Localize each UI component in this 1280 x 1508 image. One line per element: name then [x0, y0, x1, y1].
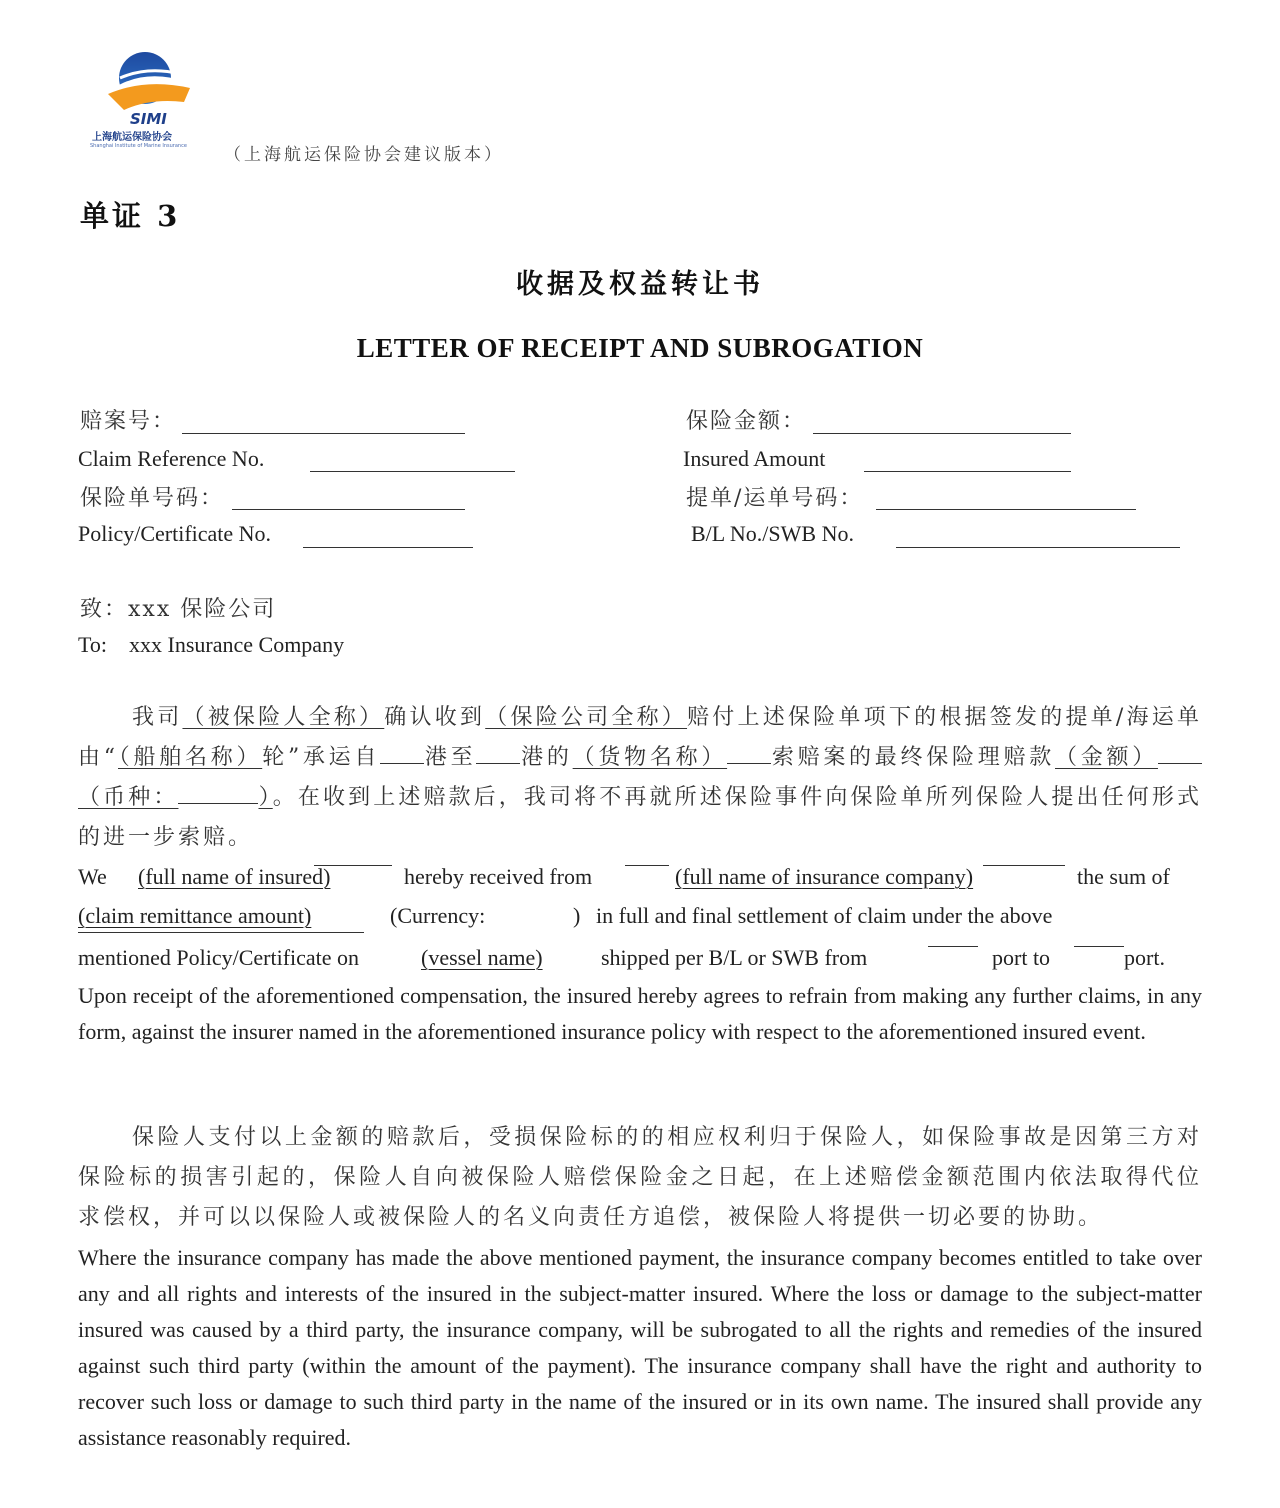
insured-amount-en-blank[interactable] [864, 471, 1071, 472]
insurer-name-placeholder-en: (full name of insurance company) [675, 864, 974, 889]
policy-no-en-blank[interactable] [303, 547, 473, 548]
currency-placeholder: （币种： [78, 785, 179, 810]
vessel-name-placeholder: （船舶名称） [118, 745, 263, 770]
logo-org-name: 上海航运保险协会 [92, 132, 172, 143]
policy-no-cn-blank[interactable] [232, 509, 465, 510]
vessel-name-placeholder-en: (vessel name) [421, 945, 543, 970]
subrogation-paragraph-cn: 保险人支付以上金额的赔款后，受损保险标的的相应权利归于保险人，如保险事故是因第三方对保险标的损害引起的，保险人自向被保险人赔偿保险金之日起，在上述赔偿金额范围内依法取得代位求偿权，并可以以保险人或被保险人的名义向责任方追偿，被保险人将提供一切必要的协助。 [78, 1125, 1202, 1230]
claim-ref-label-cn: 赔案号： [80, 409, 177, 434]
recipient-cn: 致：xxx 保险公司 [80, 597, 277, 622]
recipient-en: To: xxx Insurance Company [78, 632, 345, 657]
bl-no-en-blank[interactable] [896, 547, 1180, 548]
title-english: LETTER OF RECEIPT AND SUBROGATION [356, 333, 924, 363]
insured-amount-label-en: Insured Amount [683, 446, 826, 471]
claim-ref-en-blank[interactable] [310, 471, 515, 472]
title-chinese: 收据及权益转让书 [516, 269, 764, 300]
insurer-name-placeholder: （保险公司全称） [485, 705, 688, 730]
insured-amount-cn-blank[interactable] [813, 433, 1071, 434]
bl-no-label-cn: 提单/运单号码： [686, 486, 864, 511]
bl-no-cn-blank[interactable] [876, 509, 1136, 510]
bl-no-label-en: B/L No./SWB No. [691, 521, 854, 546]
policy-no-label-en: Policy/Certificate No. [78, 521, 272, 546]
amount-placeholder: （金额） [1055, 745, 1158, 770]
claim-ref-cn-blank[interactable] [182, 433, 465, 434]
insured-amount-label-cn: 保险金额： [686, 409, 807, 434]
insured-name-placeholder: （被保险人全称） [182, 705, 385, 730]
claim-ref-label-en: Claim Reference No. [78, 446, 265, 471]
version-note: （上海航运保险协会建议版本） [224, 145, 504, 165]
receipt-paragraph-cn: 我司（被保险人全称）确认收到（保险公司全称）赔付上述保险单项下的根据签发的提单/海运单由“（船舶名称）轮”承运自 港至 港的（货物名称） 索赔案的最终保险理赔款（金额）（币种： ）。在收到上述赔款后，我司将不再就所述保险事件向保险单所列保险人提出任何形式的进一步索赔。 [78, 705, 1202, 850]
claim-amount-placeholder-en: (claim remittance amount) [78, 903, 312, 928]
policy-no-label-cn: 保险单号码： [80, 486, 225, 511]
logo-wordmark: SIMI [130, 110, 167, 128]
cargo-name-placeholder: （货物名称） [572, 745, 728, 770]
document-label: 单证 3 [80, 199, 181, 233]
insured-name-placeholder-en: (full name of insured) [138, 864, 331, 889]
receipt-en-rest: Upon receipt of the aforementioned compensation, the insured hereby agrees to refrain from making any further claims, in any form, against the insurer named in the aforementioned insurance policy with respect to the aforementioned insured event. [78, 983, 1202, 1044]
subrogation-paragraph-en: Where the insurance company has made the above mentioned payment, the insurance company becomes entitled to take over any and all rights and interests of the insured in the subject-matter insured. Where the loss or damage to the subject-matter insured was caused by a third party, the insurance company, will be subrogated to all the rights and remedies of the insured against such third party (within the amount of the payment). The insurance company shall have the right and authority to recover such loss or damage to such third party in the name of the insured or in its own name. The insured shall provide any assistance reasonably required. [78, 1245, 1202, 1450]
logo-org-name-en: Shanghai Institute of Marine Insurance [90, 143, 187, 149]
